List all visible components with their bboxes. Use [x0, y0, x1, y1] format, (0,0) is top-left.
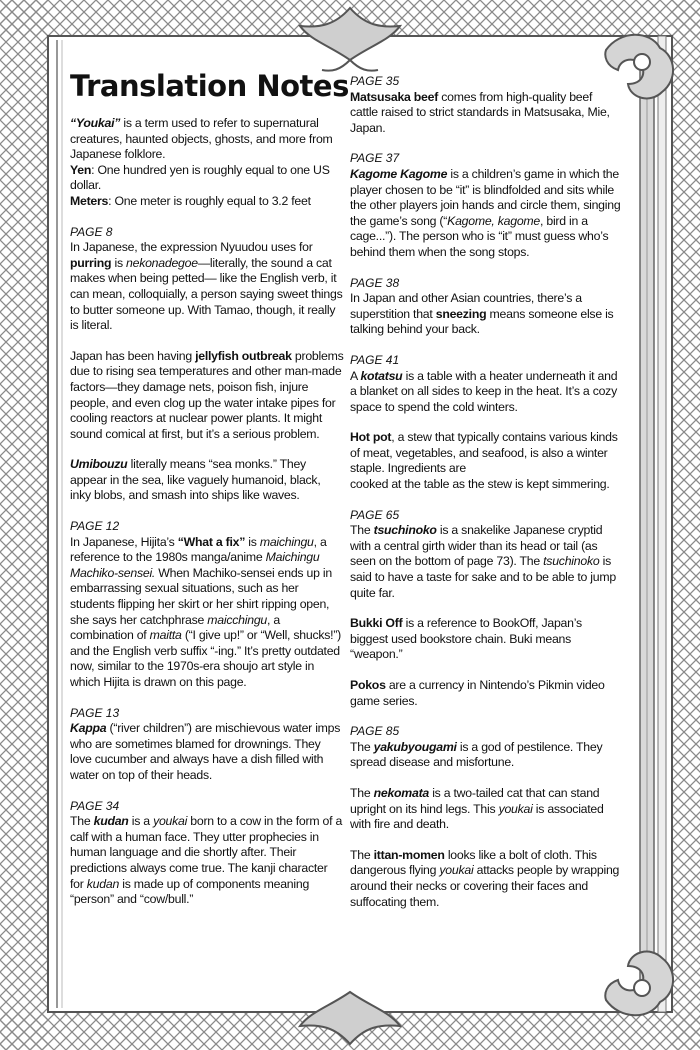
emphasized-term: nekonadegoe: [126, 255, 198, 270]
note-text: attacks people by wrapping around their necks or covering their faces and suffocating them.: [350, 863, 620, 909]
note-paragraph: [350, 616, 622, 663]
note-text: PAGE 65: [350, 507, 400, 522]
note-text: is a two-tailed cat that can stand upright on its hind legs. This: [350, 785, 600, 816]
emphasized-term: Pokos: [350, 678, 386, 692]
emphasized-term: yakubyougami: [373, 739, 457, 754]
emphasized-term: “What a fix”: [177, 534, 246, 549]
page-heading: [70, 225, 344, 241]
note-paragraph: [350, 786, 622, 833]
page-heading: [70, 799, 344, 815]
paragraph-gap: [350, 415, 622, 430]
page-heading: [350, 508, 622, 524]
note-paragraph: [350, 430, 622, 477]
note-text: —literally, the sound a cat makes when being petted— like the English verb, it can mean, colloquially, a person saying sweet things to butter someone up. With Tamao, though, it really is literal.: [70, 255, 343, 333]
note-text: , a stew that typically contains various kinds of meat, vegetables, and seafood, is also a winter staple. Ingredients are: [350, 430, 618, 476]
note-text: In Japanese, the expression Nyuudou uses for: [70, 240, 313, 255]
note-text: PAGE 12: [70, 519, 120, 534]
page-heading: [70, 706, 344, 722]
emphasized-term: youkai: [439, 863, 474, 878]
note-text: literally means “sea monks.” They appear in the sea, like vaguely humanoid, black, inky blobs, and smash into ships like waves.: [70, 457, 321, 503]
paragraph-gap: [70, 784, 344, 799]
note-paragraph: [350, 477, 622, 493]
note-paragraph: [70, 194, 344, 210]
paragraph-gap: [350, 709, 622, 724]
emphasized-term: sneezing: [435, 306, 487, 321]
paragraph-gap: [350, 338, 622, 353]
notes-left-column: [70, 116, 344, 908]
note-text: is: [111, 255, 127, 270]
note-paragraph: [350, 167, 622, 261]
note-text: is a snakelike Japanese cryptid with a central girth wider than its head or tail (as seen on the bottom of page 73). The: [350, 523, 603, 569]
note-text: : One hundred yen is roughly equal to one US dollar.: [70, 162, 330, 193]
paragraph-gap: [70, 442, 344, 457]
note-text: is a: [128, 814, 154, 829]
page-heading: [70, 519, 344, 535]
note-paragraph: [70, 535, 344, 691]
note-text: are a currency in Nintendo’s Pikmin video game series.: [350, 678, 605, 708]
emphasized-term: Umibouzu: [70, 457, 128, 472]
note-text: cooked at the table as the stew is kept simmering.: [350, 477, 610, 492]
paragraph-gap: [350, 493, 622, 508]
note-text: means someone else is talking behind your back.: [350, 306, 614, 337]
emphasized-term: Kagome, kagome: [447, 213, 541, 228]
note-text: is associated with fire and death.: [350, 801, 604, 832]
note-text: PAGE 37: [350, 151, 400, 166]
paragraph-gap: [350, 833, 622, 848]
emphasized-term: nekomata: [373, 785, 430, 800]
note-text: The: [350, 785, 374, 800]
note-text: , a reference to the 1980s manga/anime: [70, 534, 327, 565]
note-text: A: [350, 368, 361, 383]
note-text: The: [350, 739, 374, 754]
note-text: : One meter is roughly equal to 3.2 feet: [108, 193, 311, 208]
emphasized-term: maichingu: [259, 534, 314, 549]
note-text: is: [245, 534, 260, 549]
note-text: (“I give up!” or “Well, shucks!”) and the English verb suffix “-ing.” It’s pretty outdated now, similar to the 1970s-era shoujo art style in which Hijita is drawn on this page.: [70, 628, 342, 689]
notes-right-column: [350, 74, 622, 910]
note-paragraph: [350, 369, 622, 416]
emphasized-term: Kappa: [70, 721, 107, 736]
paragraph-gap: [350, 136, 622, 151]
note-paragraph: [350, 523, 622, 601]
note-paragraph: [350, 740, 622, 771]
note-text: PAGE 34: [70, 798, 120, 813]
note-text: is a reference to BookOff, Japan’s biggest used bookstore chain. Buki means “weapon.”: [350, 616, 582, 662]
note-text: is a table with a heater underneath it and a blanket on all sides to keep in the heat. It’s a cozy space to spend the cold winters.: [350, 368, 618, 414]
paragraph-gap: [70, 504, 344, 519]
emphasized-term: jellyfish outbreak: [195, 348, 292, 363]
note-text: When Machiko-sensei ends up in embarrassing sexual situations, such as her students flipping her skirt or her shirt ripping open, she says her catchphrase: [70, 565, 332, 627]
note-text: is a term used to refer to supernatural creatures, haunted objects, ghosts, and more from Japanese folklore.: [70, 116, 333, 162]
emphasized-term: kudan: [86, 876, 120, 891]
note-paragraph: [70, 814, 344, 908]
note-paragraph: [70, 349, 344, 443]
note-paragraph: [70, 721, 344, 783]
note-text: looks like a bolt of cloth. This dangerous flying: [350, 847, 597, 878]
note-text: The: [350, 523, 374, 538]
note-text: PAGE 13: [70, 705, 120, 720]
note-text: comes from high-quality beef cattle raised to strict standards in Matsusaka, Mie, Japan.: [350, 89, 610, 135]
note-paragraph: [350, 291, 622, 338]
note-text: is made up of components meaning “person” and “cow/bull.”: [70, 876, 310, 907]
note-paragraph: [350, 90, 622, 137]
paragraph-gap: [350, 601, 622, 616]
note-text: The: [350, 847, 374, 862]
emphasized-term: ittan-momen: [373, 847, 445, 862]
note-text: PAGE 38: [350, 275, 400, 290]
note-text: is a god of pestilence. They spread disease and misfortune.: [350, 739, 603, 770]
note-text: is a children’s game in which the player chosen to be “it” is blindfolded and sits while the other players join hands and circle them, singing the game’s song (“: [350, 166, 621, 228]
note-text: , a combination of: [70, 612, 280, 643]
emphasized-term: tsuchinoko: [543, 554, 600, 569]
note-text: In Japanese, Hijita’s: [70, 534, 178, 549]
note-text: problems due to rising sea temperatures and other man-made factors—they damage nets, poison fish, injure people, and even clog up the water intake pipes for cooling reactors at nuclear power plants. It might sound comical at first, but it’s a serious problem.: [70, 348, 344, 441]
note-text: , bird in a cage...”). The person who is “it” must guess who’s behind them when the song stops.: [350, 213, 609, 259]
note-text: born to a cow in the form of a calf with a human face. They utter prophecies in human language and die shortly after. Their predictions always come true. The kanji character for: [70, 814, 343, 891]
paragraph-gap: [350, 663, 622, 678]
paragraph-gap: [350, 261, 622, 276]
paragraph-gap: [350, 771, 622, 786]
page-title: Translation Notes: [70, 69, 349, 103]
note-text: (“river children”) are mischievous water imps who are sometimes blamed for drownings. They love cucumber and always have a dish filled with water on top of their heads.: [70, 721, 341, 782]
emphasized-term: youkai: [498, 801, 533, 816]
note-text: PAGE 85: [350, 724, 400, 739]
note-paragraph: [70, 240, 344, 334]
paragraph-gap: [70, 210, 344, 225]
emphasized-term: kudan: [93, 814, 129, 829]
note-text: is said to have a taste for sake and to be able to jump quite far.: [350, 554, 616, 600]
page-heading: [350, 74, 622, 90]
emphasized-term: kotatsu: [360, 368, 403, 383]
paragraph-gap: [70, 691, 344, 706]
note-text: Japan has been having: [70, 348, 196, 363]
emphasized-term: Maichingu Machiko-sensei.: [70, 550, 320, 580]
emphasized-term: “Youkai”: [70, 116, 121, 130]
emphasized-term: purring: [70, 255, 112, 270]
page-heading: [350, 353, 622, 369]
note-paragraph: [70, 163, 344, 194]
emphasized-term: Hot pot: [350, 430, 392, 445]
emphasized-term: Bukki Off: [350, 616, 403, 631]
emphasized-term: Matsusaka beef: [350, 89, 439, 104]
note-paragraph: [70, 116, 344, 163]
note-text: In Japan and other Asian countries, there’s a superstition that: [350, 291, 582, 321]
emphasized-term: maitta: [149, 628, 182, 643]
note-paragraph: [70, 457, 344, 504]
paragraph-gap: [70, 334, 344, 349]
page-heading: [350, 276, 622, 292]
emphasized-term: Meters: [70, 193, 109, 208]
emphasized-term: Yen: [70, 162, 92, 177]
note-text: PAGE 41: [350, 352, 400, 367]
emphasized-term: tsuchinoko: [373, 523, 437, 538]
note-text: PAGE 35: [350, 74, 400, 88]
emphasized-term: youkai: [153, 814, 188, 829]
emphasized-term: Kagome Kagome: [350, 166, 448, 181]
emphasized-term: maicchingu: [207, 612, 267, 627]
note-text: PAGE 8: [70, 224, 113, 239]
page-heading: [350, 151, 622, 167]
note-text: The: [70, 814, 94, 829]
note-paragraph: [350, 678, 622, 709]
page-heading: [350, 724, 622, 740]
note-paragraph: [350, 848, 622, 910]
